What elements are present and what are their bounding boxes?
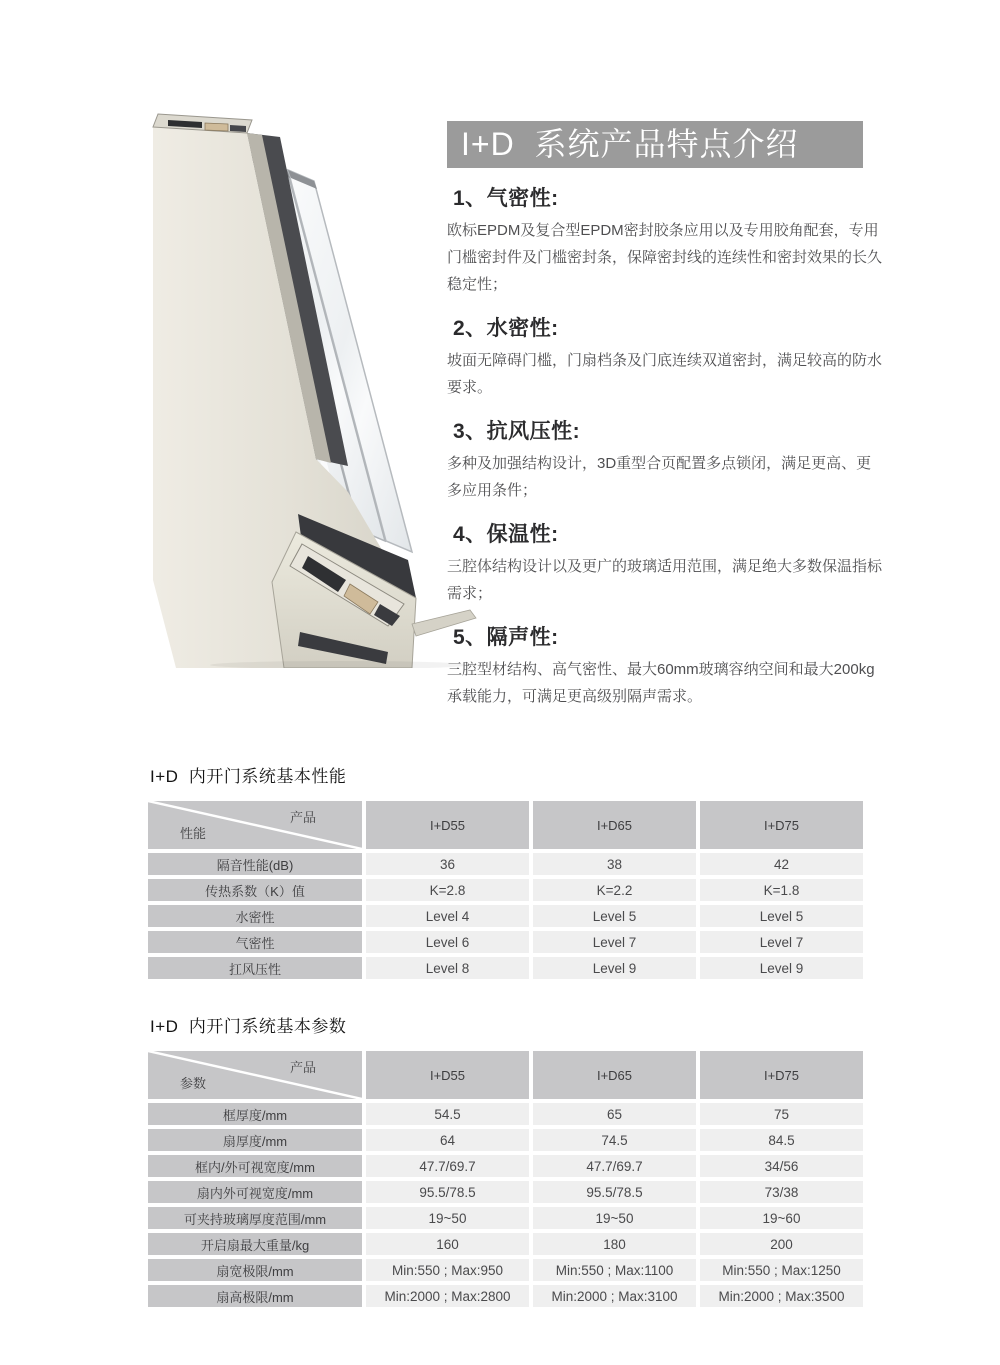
- row-label: 框内/外可视宽度/mm: [148, 1155, 362, 1177]
- column-header: I+D55: [366, 801, 529, 849]
- row-label: 扛风压性: [148, 957, 362, 979]
- table-cell: 42: [700, 853, 863, 875]
- table-cell: Min:2000 ; Max:3100: [533, 1285, 696, 1307]
- row-label: 水密性: [148, 905, 362, 927]
- feature-thermal-insulation: [447, 521, 885, 607]
- feature-watertightness: [447, 315, 885, 401]
- table-cell: 47.7/69.7: [533, 1155, 696, 1177]
- table-cell: 84.5: [700, 1129, 863, 1151]
- feature-heading: 2、水密性:: [453, 317, 559, 340]
- row-label: 开启扇最大重量/kg: [148, 1233, 362, 1255]
- feature-body: 欧标EPDM及复合型EPDM密封胶条应用以及专用胶角配套，专用门槛密封件及门槛密封条，保障密封线的连续性和密封效果的长久稳定性；: [447, 222, 883, 293]
- table-cell: Level 9: [700, 957, 863, 979]
- door-profile-illustration: [150, 112, 482, 668]
- table-cell: Min:550 ; Max:950: [366, 1259, 529, 1281]
- parameter-table-title: I+D 内开门系统基本参数: [150, 1017, 347, 1036]
- table-cell: 19~50: [366, 1207, 529, 1229]
- feature-heading: 3、抗风压性:: [453, 420, 581, 443]
- table-cell: 54.5: [366, 1103, 529, 1125]
- row-label: 扇高极限/mm: [148, 1285, 362, 1307]
- feature-body: 三腔型材结构、高气密性、最大60mm玻璃容纳空间和最大200kg承载能力，可满足更高级别隔声需求。: [447, 661, 875, 705]
- row-label: 扇厚度/mm: [148, 1129, 362, 1151]
- table-cell: 73/38: [700, 1181, 863, 1203]
- table-cell: 75: [700, 1103, 863, 1125]
- row-label: 传热系数（K）值: [148, 879, 362, 901]
- table-cell: 19~60: [700, 1207, 863, 1229]
- feature-sound-insulation: [447, 624, 885, 710]
- page-title-banner: I+D 系统产品特点介绍: [447, 121, 863, 168]
- table-cell: Min:2000 ; Max:3500: [700, 1285, 863, 1307]
- table-cell: Level 7: [533, 931, 696, 953]
- performance-table-title: I+D 内开门系统基本性能: [150, 767, 347, 786]
- row-label: 气密性: [148, 931, 362, 953]
- column-header: I+D55: [366, 1051, 529, 1099]
- corner-label-parameter: 参数: [180, 1076, 207, 1091]
- row-label: 隔音性能(dB): [148, 853, 362, 875]
- table-cell: 74.5: [533, 1129, 696, 1151]
- table-cell: Min:550 ; Max:1100: [533, 1259, 696, 1281]
- corner-label-product: 产品: [289, 810, 316, 825]
- parameter-table: [148, 1051, 865, 1307]
- table-cell: Level 6: [366, 931, 529, 953]
- column-header: I+D75: [700, 801, 863, 849]
- corner-header-cell: [148, 1051, 362, 1099]
- table-cell: Level 8: [366, 957, 529, 979]
- parameter-table-section: [148, 1012, 865, 1307]
- corner-header-cell: [148, 801, 362, 849]
- corner-label-performance: 性能: [180, 826, 207, 841]
- table-cell: 36: [366, 853, 529, 875]
- table-cell: Min:550 ; Max:1250: [700, 1259, 863, 1281]
- feature-body: 坡面无障碍门槛，门扇档条及门底连续双道密封，满足较高的防水要求。: [447, 352, 883, 396]
- feature-heading: 1、气密性:: [453, 187, 559, 210]
- column-header: I+D65: [533, 801, 696, 849]
- door-profile-image: [150, 112, 482, 668]
- table-cell: 200: [700, 1233, 863, 1255]
- table-cell: Min:2000 ; Max:2800: [366, 1285, 529, 1307]
- table-cell: 65: [533, 1103, 696, 1125]
- table-cell: K=2.2: [533, 879, 696, 901]
- feature-body: 三腔体结构设计以及更广的玻璃适用范围，满足绝大多数保温指标需求；: [447, 558, 883, 602]
- table-cell: Level 5: [700, 905, 863, 927]
- table-cell: Level 9: [533, 957, 696, 979]
- column-header: I+D65: [533, 1051, 696, 1099]
- row-label: 扇内外可视宽度/mm: [148, 1181, 362, 1203]
- feature-heading: 4、保温性:: [453, 523, 559, 546]
- table-cell: 38: [533, 853, 696, 875]
- feature-airtightness: [447, 185, 885, 298]
- table-cell: 34/56: [700, 1155, 863, 1177]
- table-cell: 47.7/69.7: [366, 1155, 529, 1177]
- table-cell: 160: [366, 1233, 529, 1255]
- table-cell: Level 4: [366, 905, 529, 927]
- table-cell: 95.5/78.5: [533, 1181, 696, 1203]
- table-cell: Level 5: [533, 905, 696, 927]
- table-cell: 19~50: [533, 1207, 696, 1229]
- feature-column: [447, 121, 885, 710]
- table-cell: K=1.8: [700, 879, 863, 901]
- performance-table-section: [148, 762, 865, 979]
- table-cell: 95.5/78.5: [366, 1181, 529, 1203]
- row-label: 框厚度/mm: [148, 1103, 362, 1125]
- table-cell: K=2.8: [366, 879, 529, 901]
- feature-wind-resistance: [447, 418, 885, 504]
- table-cell: 180: [533, 1233, 696, 1255]
- column-header: I+D75: [700, 1051, 863, 1099]
- feature-body: 多种及加强结构设计，3D重型合页配置多点锁闭，满足更高、更多应用条件；: [447, 455, 872, 499]
- row-label: 扇宽极限/mm: [148, 1259, 362, 1281]
- row-label: 可夹持玻璃厚度范围/mm: [148, 1207, 362, 1229]
- feature-heading: 5、隔声性:: [453, 626, 559, 649]
- table-cell: 64: [366, 1129, 529, 1151]
- table-cell: Level 7: [700, 931, 863, 953]
- corner-label-product: 产品: [289, 1060, 316, 1075]
- performance-table: [148, 801, 865, 979]
